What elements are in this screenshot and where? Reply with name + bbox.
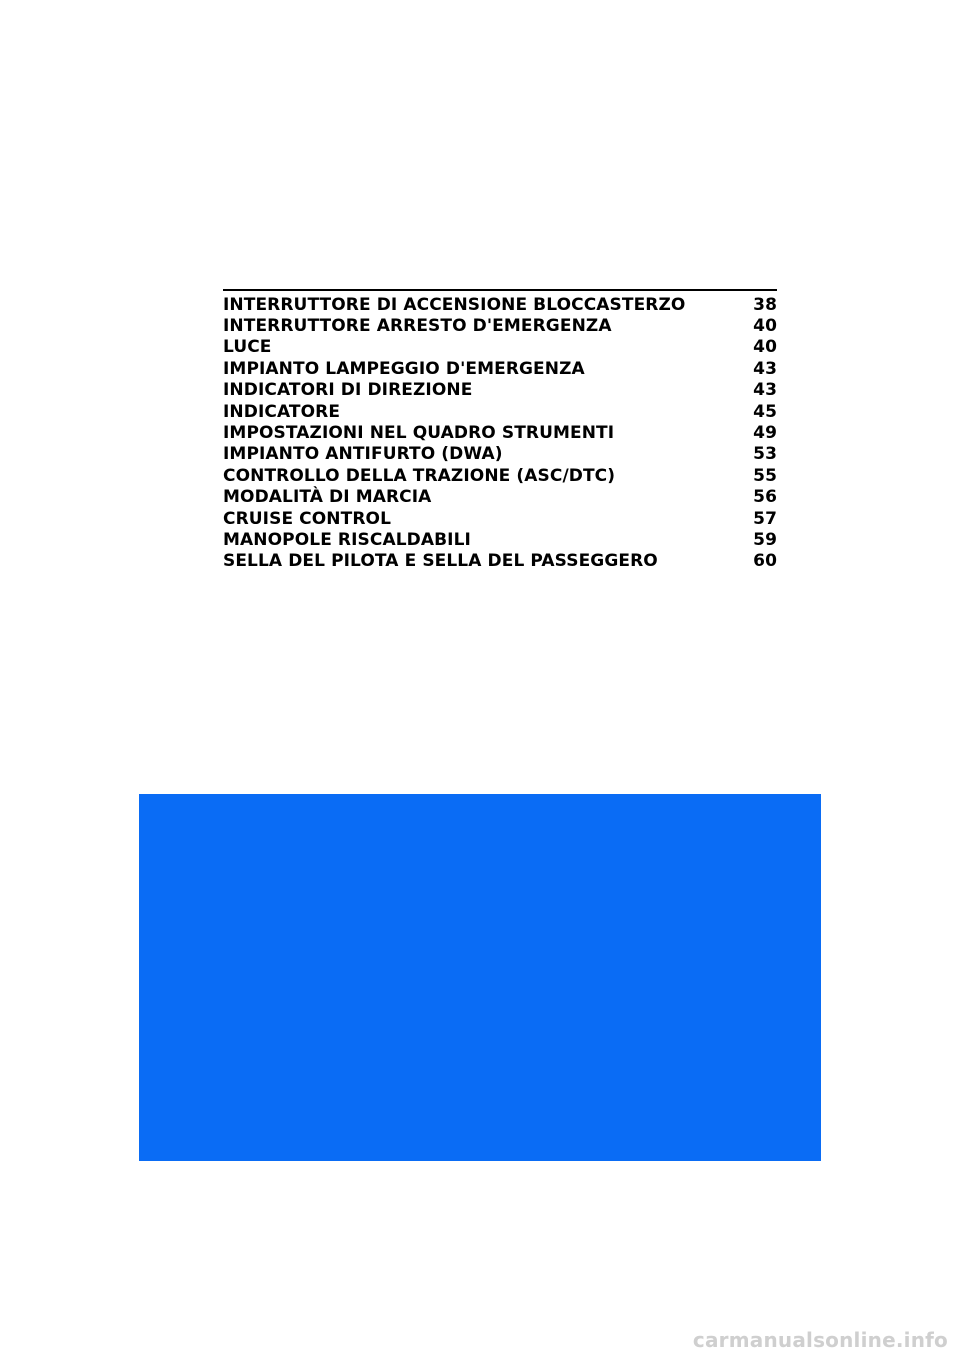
- toc-entry-page: 40: [753, 316, 777, 337]
- toc-entry-page: 43: [753, 380, 777, 401]
- toc-entry[interactable]: [223, 465, 777, 486]
- toc-entry[interactable]: [223, 508, 777, 529]
- toc-entry-title: INDICATORI DI DIREZIONE: [223, 380, 473, 401]
- toc-entry[interactable]: [223, 380, 777, 401]
- toc-entry-page: 40: [753, 337, 777, 358]
- toc-entry[interactable]: [223, 294, 777, 315]
- toc-entry-page: 59: [753, 529, 777, 550]
- toc-entry-title: INTERRUTTORE ARRESTO D'EMERGENZA: [223, 316, 612, 337]
- toc-entry-title: INTERRUTTORE DI ACCENSIONE BLOCCASTERZO: [223, 294, 686, 315]
- toc-entry[interactable]: [223, 337, 777, 358]
- toc-entry-page: 45: [753, 401, 777, 422]
- toc-entry[interactable]: [223, 358, 777, 379]
- toc-entry-title: INDICATORE: [223, 401, 341, 422]
- toc-entry[interactable]: [223, 444, 777, 465]
- toc-entry-page: 49: [753, 423, 777, 444]
- toc-entry-title: MANOPOLE RISCALDABILI: [223, 529, 471, 550]
- toc-entry-title: LUCE: [223, 337, 272, 358]
- toc-entry[interactable]: [223, 551, 777, 572]
- toc-entry-title: IMPIANTO ANTIFURTO (DWA): [223, 444, 503, 465]
- toc-entry-title: IMPOSTAZIONI NEL QUADRO STRUMENTI: [223, 423, 615, 444]
- toc-entry-page: 56: [753, 487, 777, 508]
- toc-entry-title: CONTROLLO DELLA TRAZIONE (ASC/DTC): [223, 465, 616, 486]
- toc-entry-page: 57: [753, 508, 777, 529]
- toc-entry-page: 38: [753, 294, 777, 315]
- table-of-contents: [223, 289, 777, 572]
- toc-entry-page: 60: [753, 551, 777, 572]
- toc-entry-page: 55: [753, 465, 777, 486]
- toc-entry[interactable]: [223, 315, 777, 336]
- toc-entry[interactable]: [223, 422, 777, 443]
- toc-entry-page: 43: [753, 358, 777, 379]
- toc-entry[interactable]: [223, 529, 777, 550]
- toc-entry-title: SELLA DEL PILOTA E SELLA DEL PASSEGGERO: [223, 551, 658, 572]
- toc-entry-page: 53: [753, 444, 777, 465]
- blue-color-block: [139, 794, 821, 1161]
- watermark: carmanualsonline.info: [692, 1328, 948, 1352]
- toc-entry[interactable]: [223, 487, 777, 508]
- toc-entry-title: IMPIANTO LAMPEGGIO D'EMERGENZA: [223, 358, 585, 379]
- toc-entry-title: CRUISE CONTROL: [223, 508, 391, 529]
- toc-entry[interactable]: [223, 401, 777, 422]
- toc-entry-title: MODALITÀ DI MARCIA: [223, 487, 432, 508]
